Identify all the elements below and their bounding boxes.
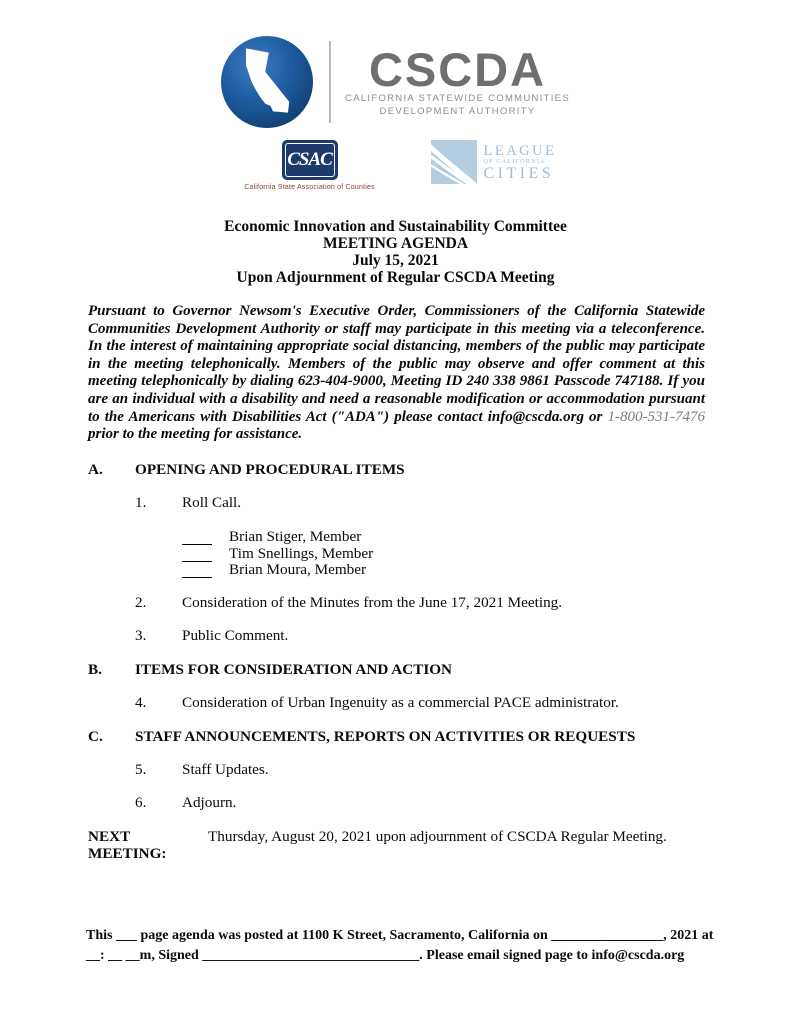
logo-divider xyxy=(329,41,331,123)
section-b-heading xyxy=(88,661,708,678)
agenda-body xyxy=(88,461,708,863)
section-c-heading xyxy=(88,728,708,745)
committee-name: Economic Innovation and Sustainability Committee xyxy=(224,218,567,235)
posting-line-2: __: __ __m, Signed _______________________________. Please email signed page to info@cscda.org xyxy=(86,947,685,963)
cscda-tagline-line2: DEVELOPMENT AUTHORITY xyxy=(379,105,536,117)
agenda-item-5 xyxy=(135,761,708,778)
section-a-heading xyxy=(88,461,708,478)
item-3-number: 3. xyxy=(135,627,147,645)
item-2-text: Consideration of the Minutes from the June 17, 2021 Meeting. xyxy=(182,594,563,612)
league-word-of-california: OF CALIFORNIA xyxy=(483,157,546,165)
agenda-item-1 xyxy=(135,494,708,511)
csac-caption: California State Association of Counties xyxy=(244,184,375,191)
roll-call-blank xyxy=(182,532,212,545)
agenda-label: MEETING AGENDA xyxy=(322,235,469,252)
cscda-logo xyxy=(0,0,791,128)
posting-line-1: This ___ page agenda was posted at 1100 K Street, Sacramento, California on ________________, 2021 at xyxy=(86,928,714,943)
item-5-number: 5. xyxy=(135,761,147,779)
roll-call-member: Brian Moura, Member xyxy=(229,561,367,579)
item-2-number: 2. xyxy=(135,594,147,612)
next-meeting xyxy=(88,828,708,862)
section-c-letter: C. xyxy=(88,728,103,746)
notice-tail: prior to the meeting for assistance. xyxy=(88,426,303,443)
roll-call-row xyxy=(182,529,708,546)
roll-call-row xyxy=(182,545,708,562)
partner-logos xyxy=(0,140,791,191)
california-globe-icon xyxy=(221,36,313,128)
roll-call-list xyxy=(182,529,708,579)
section-c-title: STAFF ANNOUNCEMENTS, REPORTS ON ACTIVITIES OR REQUESTS xyxy=(135,728,636,746)
item-1-number: 1. xyxy=(135,493,147,511)
posting-certification xyxy=(86,926,736,965)
csac-logo-box xyxy=(282,140,338,180)
agenda-item-3 xyxy=(135,627,708,644)
section-a-title: OPENING AND PROCEDURAL ITEMS xyxy=(135,460,405,478)
league-swoosh-icon xyxy=(431,140,477,184)
section-b-letter: B. xyxy=(88,661,102,679)
item-6-text: Adjourn. xyxy=(182,794,237,812)
agenda-item-4 xyxy=(135,694,708,711)
item-6-number: 6. xyxy=(135,794,147,812)
teleconference-notice xyxy=(88,303,705,444)
csac-logo-icon xyxy=(235,140,385,191)
league-logo-icon xyxy=(431,140,557,184)
roll-call-member: Tim Snellings, Member xyxy=(229,544,374,562)
section-b-title: ITEMS FOR CONSIDERATION AND ACTION xyxy=(135,661,453,679)
roll-call-blank xyxy=(182,549,212,562)
cscda-wordmark: CSCDA xyxy=(368,43,547,96)
roll-call-blank xyxy=(182,565,212,578)
item-1-text: Roll Call. xyxy=(182,493,242,511)
item-4-text: Consideration of Urban Ingenuity as a commercial PACE administrator. xyxy=(182,694,619,712)
meeting-date: July 15, 2021 xyxy=(352,252,439,269)
item-3-text: Public Comment. xyxy=(182,627,289,645)
roll-call-member: Brian Stiger, Member xyxy=(229,528,362,546)
notice-phone-number: 1-800-531-7476 xyxy=(607,408,705,425)
csac-acronym: CSAC xyxy=(287,149,332,170)
notice-body: Pursuant to Governor Newsom's Executive Order, Commissioners of the California Statewide Communities Development Authority or staff may participate in this meeting via a teleconference. In the interest of maintaining appropriate social distancing, members of the public may participate in the meeting telephonically. Members of the public may observe and offer comment at this meeting telephonically by dialing 623-404-9000, Meeting ID 240 338 9861 Passcode 747188. If you are an individual with a disability and need a reasonable modification or accommodation pursuant to the Americans with Disabilities Act ("ADA") please contact info@cscda.org or xyxy=(88,303,705,425)
agenda-item-2 xyxy=(135,594,708,611)
league-word-cities: CITIES xyxy=(483,164,555,182)
item-5-text: Staff Updates. xyxy=(182,761,269,779)
next-meeting-label: NEXT MEETING: xyxy=(88,828,167,863)
next-meeting-text: Thursday, August 20, 2021 upon adjournment of CSCDA Regular Meeting. xyxy=(208,828,667,846)
meeting-time-note: Upon Adjournment of Regular CSCDA Meeting xyxy=(236,269,555,286)
meeting-title-block xyxy=(0,218,791,286)
league-word-league: LEAGUE xyxy=(483,142,557,159)
agenda-item-6 xyxy=(135,794,708,811)
section-a-letter: A. xyxy=(88,460,103,478)
roll-call-row xyxy=(182,562,708,579)
item-4-number: 4. xyxy=(135,694,147,712)
cscda-tagline-line1: CALIFORNIA STATEWIDE COMMUNITIES xyxy=(345,93,570,104)
